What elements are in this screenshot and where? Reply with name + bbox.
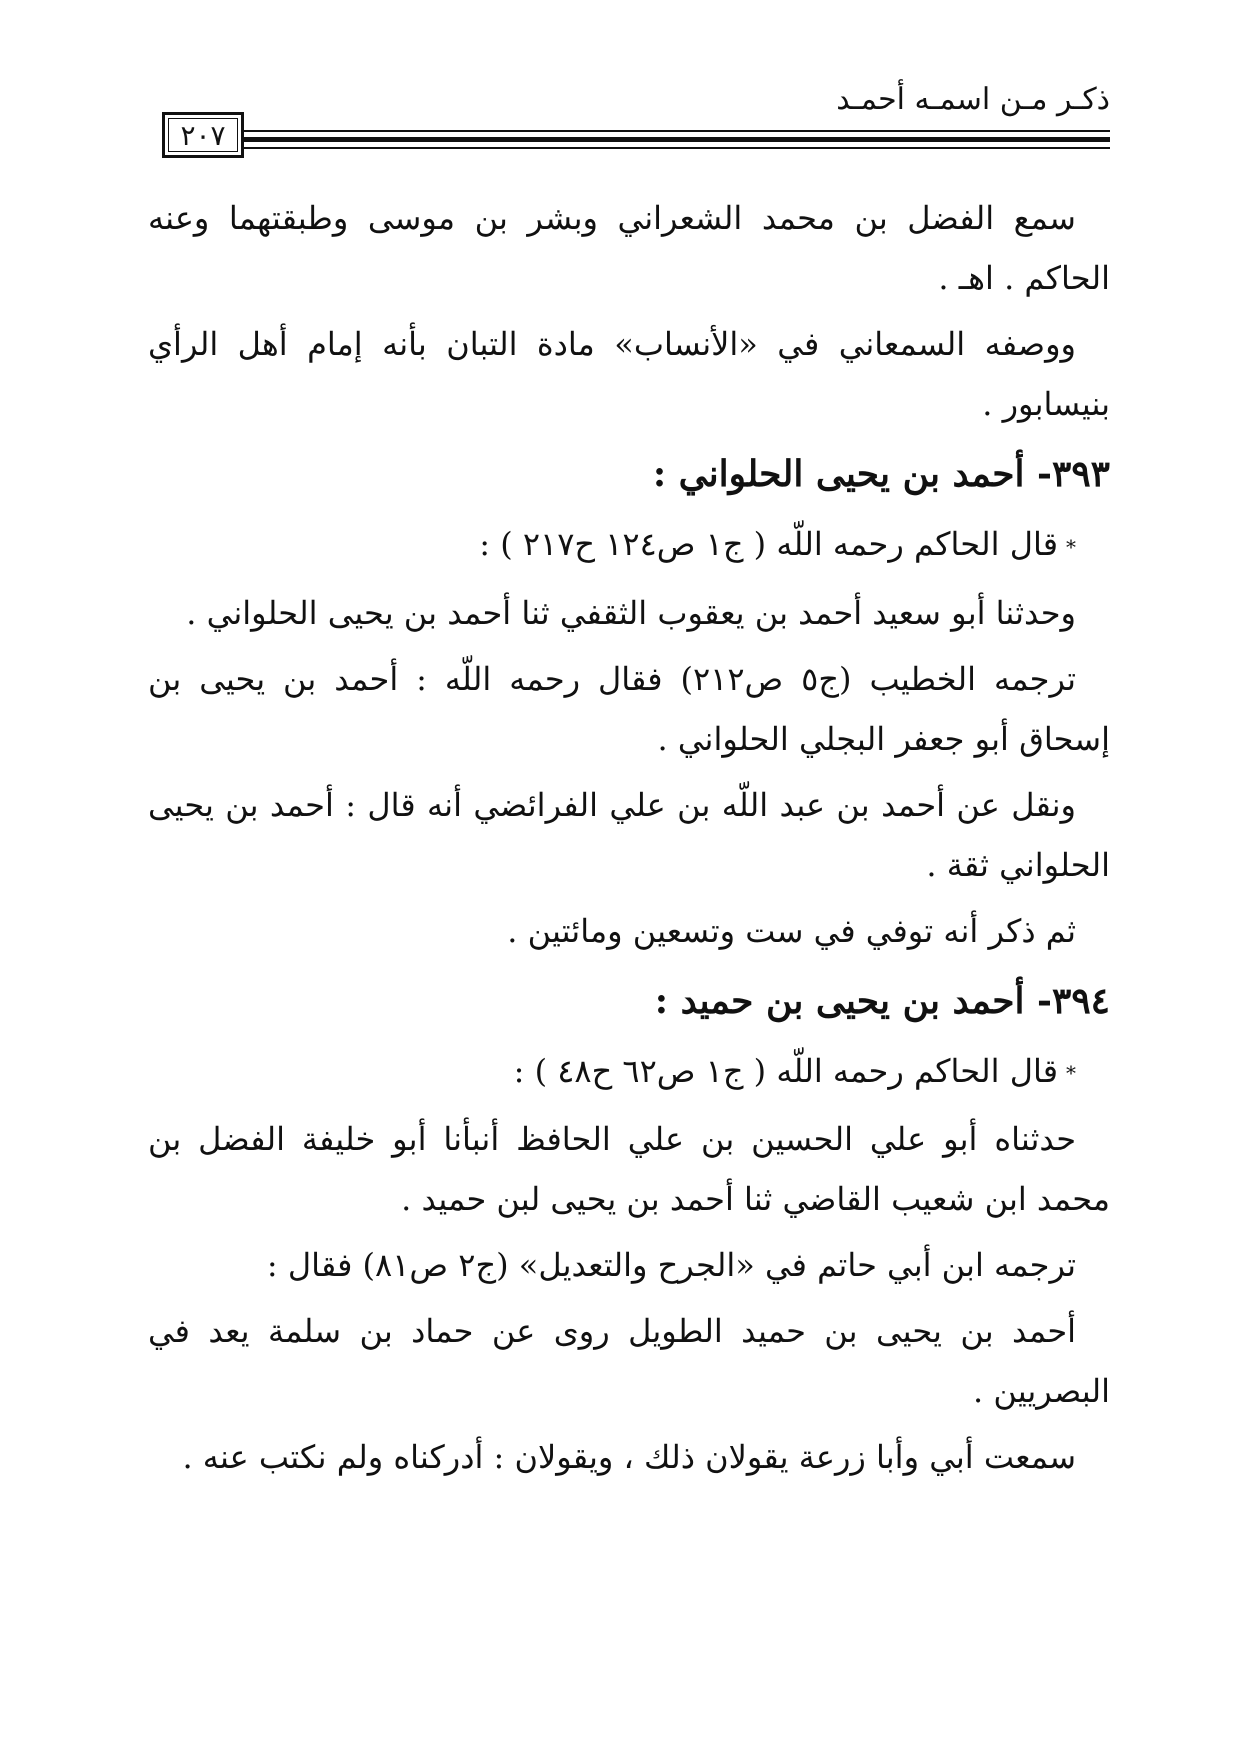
body-paragraph: سمع الفضل بن محمد الشعراني وبشر بن موسى وطبقتهما وعنه الحاكم . اهـ .	[148, 199, 1110, 297]
body-paragraph: ووصفه السمعاني في «الأنساب» مادة التبان بأنه إمام أهل الرأي بنيسابور .	[148, 325, 1110, 423]
citation-text: قال الحاكم رحمه اللّه ( ج١ ص١٢٤ ح٢١٧ ) :	[479, 525, 1058, 563]
entry-heading-394: ٣٩٤- أحمد بن يحيى بن حميد :	[654, 979, 1110, 1022]
asterisk-icon: *	[1066, 534, 1076, 559]
citation-line	[148, 1041, 1110, 1104]
asterisk-icon: *	[1066, 1061, 1076, 1085]
body-paragraph: ترجمه ابن أبي حاتم في «الجرح والتعديل» (ج٢ ص٨١) فقال :	[266, 1246, 1076, 1284]
entry-heading-393: ٣٩٣- أحمد بن يحيى الحلواني :	[652, 453, 1110, 495]
header-rule-top	[240, 130, 1110, 132]
body-paragraph: حدثناه أبو علي الحسين بن علي الحافظ أنبأنا أبو خليفة الفضل بن محمد ابن شعيب القاضي ثنا أحمد بن يحيى لبن حميد .	[148, 1120, 1110, 1218]
page-number: ٢٠٧	[162, 112, 244, 158]
citation-line	[148, 514, 1110, 577]
body-paragraph: أحمد بن يحيى بن حميد الطويل روى عن حماد بن سلمة يعد في البصريين .	[148, 1312, 1110, 1410]
header-rule-thick	[240, 137, 1110, 142]
body-paragraph: ونقل عن أحمد بن عبد اللّه بن علي الفرائضي أنه قال : أحمد بن يحيى الحلواني ثقة .	[148, 785, 1110, 884]
page-body	[148, 188, 1110, 1493]
body-paragraph: ترجمه الخطيب (ج٥ ص٢١٢) فقال رحمه اللّه : أحمد بن يحيى بن إسحاق أبو جعفر البجلي الحلواني .	[148, 659, 1110, 758]
body-paragraph: ثم ذكر أنه توفي في ست وتسعين ومائتين .	[507, 911, 1076, 950]
body-paragraph: سمعت أبي وأبا زرعة يقولان ذلك ، ويقولان : أدركناه ولم نكتب عنه .	[182, 1438, 1076, 1476]
body-paragraph: وحدثنا أبو سعيد أحمد بن يعقوب الثقفي ثنا أحمد بن يحيى الحلواني .	[186, 593, 1076, 632]
header-rule-bottom	[240, 147, 1110, 149]
citation-text: قال الحاكم رحمه اللّه ( ج١ ص٦٢ ح٤٨ ) :	[513, 1051, 1058, 1090]
running-head-title: ذكـر مـن اسمـه أحمـد	[836, 82, 1110, 117]
